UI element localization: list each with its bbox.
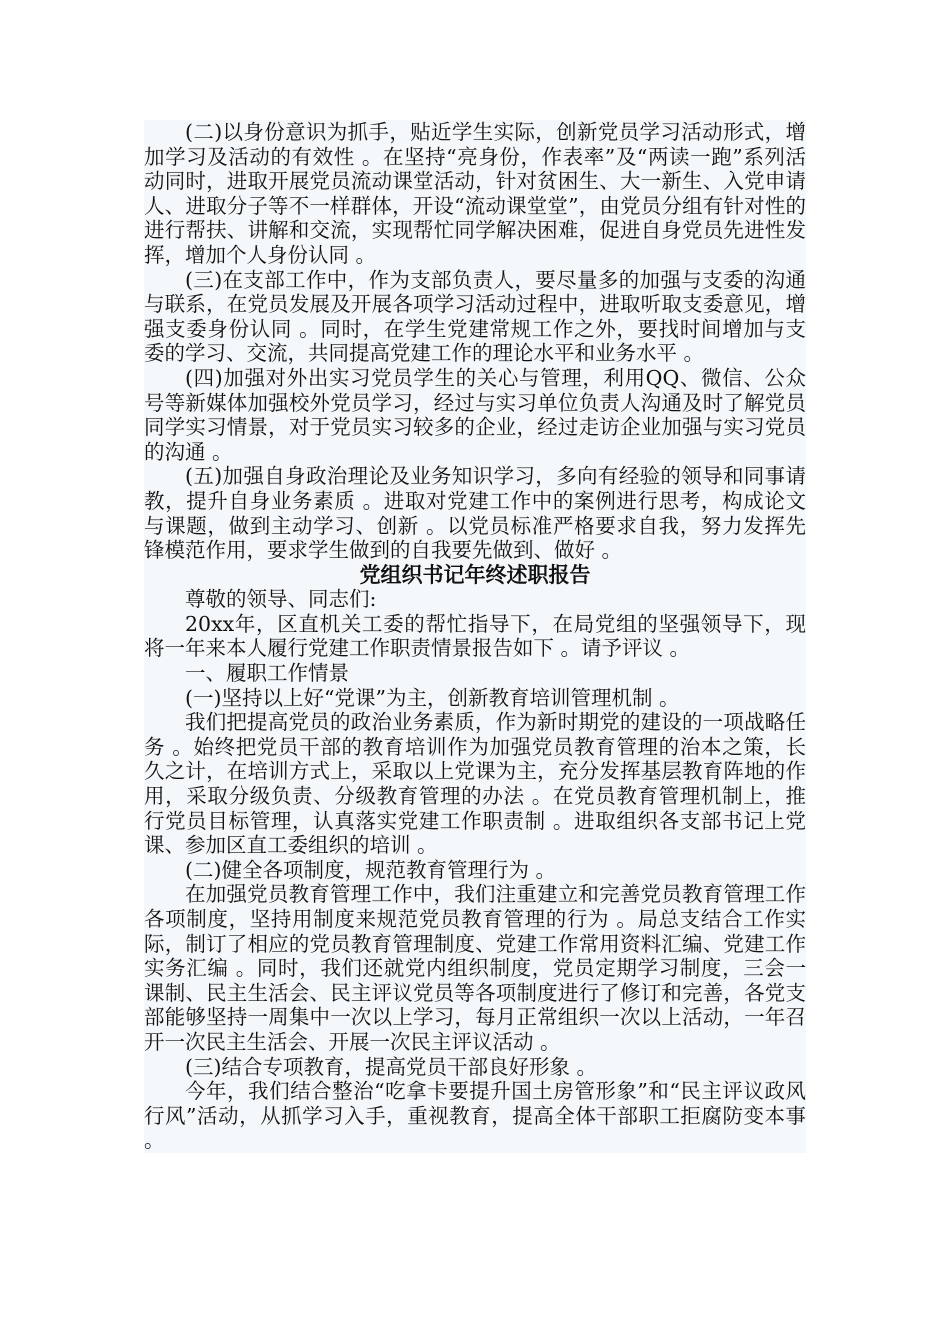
paragraph-2: (二)以身份意识为抓手，贴近学生实际，创新党员学习活动形式，增加学习及活动的有效性 。在坚持“亮身份，作表率”及“两读一跑”系列活动同时，进取开展党员流动课堂活动，针对贫困生、大一新生、入党申请人、进取分子等不一样群体，开设“流动课堂堂”，由党员分组有针对性的进行帮扶、讲解和交流，实现帮忙同学解决困难，促进自身党员先进性发挥，增加个人身份认同 。 (144, 120, 806, 267)
section-heading-1: 一、履职工作情景 (185, 661, 349, 686)
paragraph-5: (五)加强自身政治理论及业务知识学习，多向有经验的领导和同事请教，提升自身业务素质 。进取对党建工作中的案例进行思考，构成论文与课题，做到主动学习、创新 。以党员标准严格要求自我，努力发挥先锋模范作用，要求学生做到的自我要先做到、做好 。 (144, 464, 806, 563)
document-body (144, 120, 806, 1153)
paragraph-3: (三)在支部工作中，作为支部负责人，要尽量多的加强与支委的沟通与联系，在党员发展及开展各项学习活动过程中，进取听取支委意见，增强支委身份认同 。同时，在学生党建常规工作之外，要找时间增加与支委的学习、交流，共同提高党建工作的理论水平和业务水平 。 (144, 267, 806, 366)
body-paragraph-1: 我们把提高党员的政治业务素质，作为新时期党的建设的一项战略任务 。始终把党员干部的教育培训作为加强党员教育管理的治本之策，长久之计，在培训方式上，采取以上党课为主，充分发挥基层教育阵地的作用，采取分级负责、分级教育管理的办法 。在党员教育管理机制上，推行党员目标管理，认真落实党建工作职责制 。进取组织各支部书记上党课、参加区直工委组织的培训 。 (144, 710, 806, 858)
document-title: 党组织书记年终述职报告 (359, 561, 591, 587)
body-paragraph-3: 今年，我们结合整治“吃拿卡要提升国土房管形象”和“民主评议政风行风”活动，从抓学习入手，重视教育，提高全体干部职工拒腐防变本事 。 (144, 1079, 806, 1153)
body-paragraph-2: 在加强党员教育管理工作中，我们注重建立和完善党员教育管理工作各项制度，坚持用制度来规范党员教育管理的行为 。局总支结合工作实际，制订了相应的党员教育管理制度、党建工作常用资料汇编、党建工作实务汇编 。同时，我们还就党内组织制度，党员定期学习制度，三会一课制、民主生活会、民主评议党员等各项制度进行了修订和完善，各党支部能够坚持一周集中一次以上学习，每月正常组织一次以上活动，一年召开一次民主生活会、开展一次民主评议活动 。 (144, 882, 806, 1054)
subheading-2: (二)健全各项制度，规范教育管理行为 。 (185, 857, 557, 882)
subheading-3: (三)结合专项教育，提高党员干部良好形象 。 (185, 1054, 598, 1079)
subheading-1: (一)坚持以上好“党课”为主，创新教育培训管理机制 。 (185, 685, 680, 710)
intro-paragraph: 20xx年，区直机关工委的帮忙指导下，在局党组的坚强领导下，现将一年来本人履行党建工作职责情景报告如下 。请予评议 。 (144, 611, 806, 661)
paragraph-4: (四)加强对外出实习党员学生的关心与管理，利用QQ、微信、公众号等新媒体加强校外党员学习，经过与实习单位负责人沟通及时了解党员同学实习情景，对于党员实习较多的企业，经过走访企业加强与实习党员的沟通 。 (144, 365, 806, 464)
salutation: 尊敬的领导、同志们: (185, 587, 377, 612)
